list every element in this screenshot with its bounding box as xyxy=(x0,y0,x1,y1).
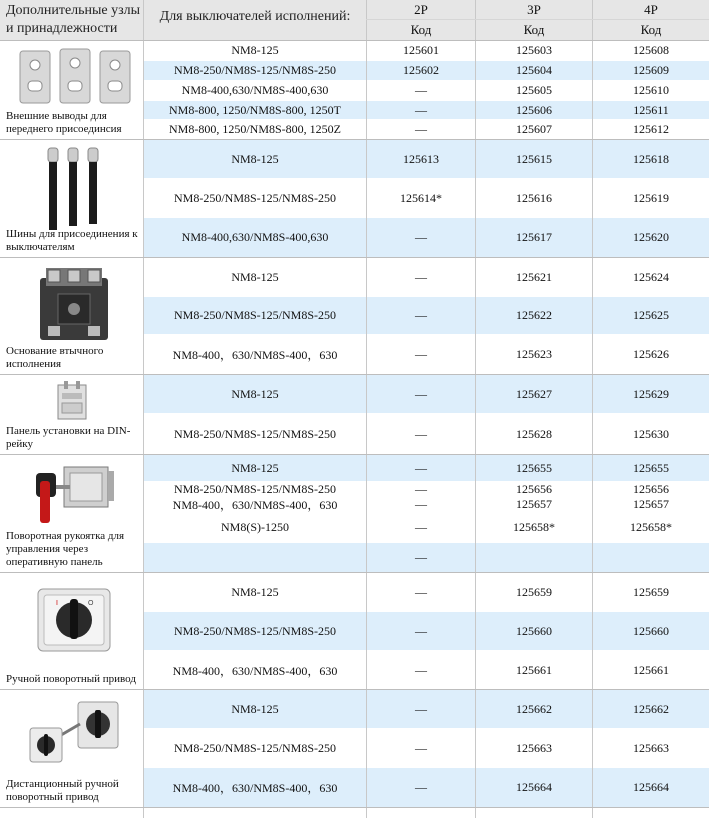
code-cell: 125655 xyxy=(476,455,592,481)
model-cell: NM8-125 xyxy=(144,573,366,611)
code-cell: 125617 xyxy=(476,218,592,257)
busbars-icon xyxy=(40,146,110,236)
code-cell: — xyxy=(367,101,475,119)
model-cell: NM8(S)-1250 xyxy=(144,513,366,542)
code-cell xyxy=(593,543,709,572)
section-divider xyxy=(0,139,709,140)
code-cell: 125630 xyxy=(593,414,709,454)
code-cell: — xyxy=(367,120,475,139)
code-cell: — xyxy=(367,573,475,611)
code-cell: — xyxy=(367,297,475,334)
code-cell: 125661 xyxy=(593,651,709,689)
model-cell: NM8-125 xyxy=(144,140,366,178)
code-cell: 125603 xyxy=(476,41,592,60)
code-cell: — xyxy=(367,768,475,807)
code-cell: 125664 xyxy=(476,768,592,807)
header-left-title: Дополнительные узлы и принадлежности xyxy=(6,3,141,36)
code-cell: 125622 xyxy=(476,297,592,334)
caption-manual-rotary-drive: Ручной поворотный привод xyxy=(6,673,136,685)
code-cell: — xyxy=(367,729,475,767)
code-cell: 125610 xyxy=(593,81,709,100)
model-cell: NM8-400,630/NM8S-400,630 xyxy=(144,81,366,100)
terminal-plates-icon xyxy=(16,47,136,109)
code-cell: 125619 xyxy=(593,179,709,217)
header-4p: 4P xyxy=(593,0,709,19)
code-cell: 125601 xyxy=(367,41,475,60)
code-cell: 125605 xyxy=(476,81,592,100)
code-cell xyxy=(476,543,592,572)
code-cell: 125602 xyxy=(367,61,475,80)
code-cell: 125663 xyxy=(476,729,592,767)
code-cell: 125621 xyxy=(476,258,592,296)
code-cell: 125609 xyxy=(593,61,709,80)
model-cell: NM8-800, 1250/NM8S-800, 1250Z xyxy=(144,120,366,139)
code-cell: 125612 xyxy=(593,120,709,139)
remote-rotary-drive-icon xyxy=(26,698,126,768)
code-cell: 125658* xyxy=(476,513,592,542)
section-terminals xyxy=(0,41,143,139)
code-cell: 125664 xyxy=(593,768,709,807)
header-middle-title: Для выключателей исполнений: xyxy=(159,9,351,24)
code-cell: 125629 xyxy=(593,375,709,413)
code-cell: 125657 xyxy=(476,497,592,512)
model-cell: NM8-250/NM8S-125/NM8S-250 xyxy=(144,179,366,217)
code-cell: 125656 xyxy=(593,482,709,496)
manual-rotary-drive-icon xyxy=(34,585,114,657)
section-divider xyxy=(0,257,709,258)
code-cell: 125659 xyxy=(476,573,592,611)
code-cell: 125656 xyxy=(476,482,592,496)
code-cell: 125614* xyxy=(367,179,475,217)
section-divider xyxy=(0,374,709,375)
code-cell: — xyxy=(367,513,475,542)
code-cell: 125658* xyxy=(593,513,709,542)
din-rail-panel-icon xyxy=(52,379,92,423)
code-cell: 125627 xyxy=(476,375,592,413)
section-divider xyxy=(0,807,709,808)
section-divider xyxy=(0,454,709,455)
code-cell: 125625 xyxy=(593,297,709,334)
code-cell: 125618 xyxy=(593,140,709,178)
code-cell: 125616 xyxy=(476,179,592,217)
caption-terminals: Внешние выводы для переднего присоединсия xyxy=(6,110,122,135)
caption-remote-rotary-drive: Дистанционный ручной поворотный привод xyxy=(6,778,119,803)
code-cell: — xyxy=(367,375,475,413)
code-label-4p: Код xyxy=(593,20,709,40)
code-cell: 125608 xyxy=(593,41,709,60)
code-cell: 125657 xyxy=(593,497,709,512)
model-cell: NM8-125 xyxy=(144,41,366,60)
code-cell: — xyxy=(367,218,475,257)
code-cell: 125615 xyxy=(476,140,592,178)
code-cell: 125611 xyxy=(593,101,709,119)
code-cell: 125623 xyxy=(476,335,592,374)
svg-text:I: I xyxy=(56,600,58,607)
code-cell: 125624 xyxy=(593,258,709,296)
code-cell: — xyxy=(367,651,475,689)
code-cell: 125659 xyxy=(593,573,709,611)
rotary-handle-icon xyxy=(24,461,124,531)
code-cell: 125662 xyxy=(476,690,592,728)
header-3p: 3P xyxy=(476,0,592,19)
header-2p: 2P xyxy=(367,0,475,19)
column-divider xyxy=(366,0,367,818)
section-divider xyxy=(0,689,709,690)
model-cell: NM8-250/NM8S-125/NM8S-250 xyxy=(144,612,366,650)
code-cell: 125604 xyxy=(476,61,592,80)
code-cell: 125660 xyxy=(593,612,709,650)
section-remote-rotary-drive xyxy=(0,690,143,807)
section-busbars xyxy=(0,140,143,257)
code-cell: — xyxy=(367,690,475,728)
code-cell: 125620 xyxy=(593,218,709,257)
code-cell: — xyxy=(367,543,475,572)
caption-plug-in-base: Основание втычного исполнения xyxy=(6,345,104,370)
code-cell: 125626 xyxy=(593,335,709,374)
code-cell: 125606 xyxy=(476,101,592,119)
code-label-2p: Код xyxy=(367,20,475,40)
model-cell: NM8-400，630/NM8S-400，630 xyxy=(144,335,366,374)
caption-din-rail-panel: Панель установки на DIN-рейку xyxy=(6,425,131,450)
code-cell: 125660 xyxy=(476,612,592,650)
code-cell: 125662 xyxy=(593,690,709,728)
code-cell: 125628 xyxy=(476,414,592,454)
code-cell: — xyxy=(367,258,475,296)
section-divider xyxy=(0,40,709,41)
header-left-cell xyxy=(0,0,143,40)
code-cell: — xyxy=(367,612,475,650)
code-cell: — xyxy=(367,81,475,100)
model-cell: NM8-125 xyxy=(144,690,366,728)
model-cell: NM8-800, 1250/NM8S-800, 1250T xyxy=(144,101,366,119)
model-cell: NM8-250/NM8S-125/NM8S-250 xyxy=(144,61,366,80)
caption-rotary-handle: Поворотная рукоятка для управления через оперативную панель xyxy=(6,530,125,568)
model-cell: NM8-250/NM8S-125/NM8S-250 xyxy=(144,482,366,496)
section-rotary-handle xyxy=(0,455,143,572)
code-cell: — xyxy=(367,414,475,454)
model-cell: NM8-250/NM8S-125/NM8S-250 xyxy=(144,414,366,454)
code-cell: — xyxy=(367,482,475,496)
caption-busbars: Шины для присоединения к выключателям xyxy=(6,228,138,253)
model-cell: NM8-125 xyxy=(144,455,366,481)
section-divider xyxy=(0,572,709,573)
code-cell: — xyxy=(367,497,475,512)
header-divider xyxy=(366,19,709,20)
model-cell: NM8-400，630/NM8S-400，630 xyxy=(144,651,366,689)
code-cell: 125655 xyxy=(593,455,709,481)
column-divider xyxy=(592,0,593,818)
section-manual-rotary-drive xyxy=(0,573,143,689)
model-cell: NM8-400，630/NM8S-400，630 xyxy=(144,497,366,512)
column-divider xyxy=(143,0,144,818)
code-label-3p: Код xyxy=(476,20,592,40)
header-middle-cell xyxy=(144,0,366,40)
section-plug-in-base xyxy=(0,258,143,374)
model-cell: NM8-250/NM8S-125/NM8S-250 xyxy=(144,297,366,334)
code-cell: 125661 xyxy=(476,651,592,689)
code-cell: — xyxy=(367,455,475,481)
code-cell: 125613 xyxy=(367,140,475,178)
model-cell: NM8-400，630/NM8S-400，630 xyxy=(144,768,366,807)
model-cell xyxy=(144,543,366,572)
column-divider xyxy=(475,0,476,818)
model-cell: NM8-250/NM8S-125/NM8S-250 xyxy=(144,729,366,767)
model-cell: NM8-400,630/NM8S-400,630 xyxy=(144,218,366,257)
code-cell: — xyxy=(367,335,475,374)
model-cell: NM8-125 xyxy=(144,375,366,413)
plug-in-base-icon xyxy=(34,264,114,344)
svg-text:O: O xyxy=(88,600,94,607)
section-din-rail-panel xyxy=(0,375,143,454)
code-cell: 125607 xyxy=(476,120,592,139)
model-cell: NM8-125 xyxy=(144,258,366,296)
code-cell: 125663 xyxy=(593,729,709,767)
